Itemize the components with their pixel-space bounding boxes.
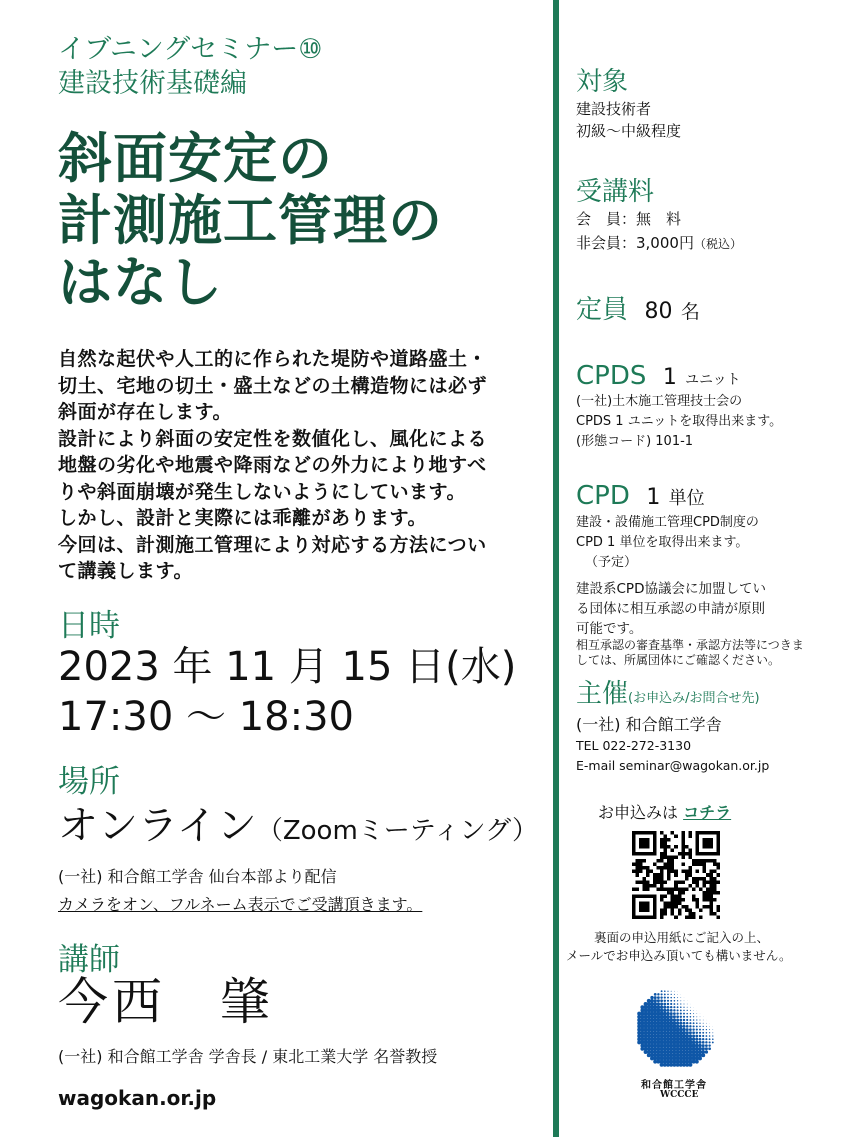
description-line: りや斜面崩壊が発生しないようにしています。 <box>58 480 466 503</box>
target-label: 対象 <box>576 67 629 97</box>
fee-member: 会 員：無 料 <box>576 210 682 228</box>
capacity-label: 定員 <box>576 295 629 325</box>
cpd-label: CPD <box>576 481 630 511</box>
venue-note: (一社) 和合館工学舎 仙台本部より配信 <box>58 867 337 886</box>
cpds-number: 1 <box>662 365 677 390</box>
title-line-1: 斜面安定の <box>58 127 333 190</box>
fee-nonmember-price: 非会員：3,000円 <box>576 234 694 252</box>
title-line-2: 計測施工管理の <box>58 189 443 252</box>
capacity-unit: 名 <box>680 301 700 323</box>
fee-label: 受講料 <box>576 177 655 207</box>
logo-english: WCCCE <box>660 1090 699 1100</box>
organizer-label: 主催 <box>576 679 629 709</box>
cpd-text: CPD 1 単位を取得出来ます。 <box>576 535 749 550</box>
description-line: 地盤の劣化や地震や降雨などの外力により地すべ <box>58 454 487 476</box>
cpd-unit: 単位 <box>668 488 705 509</box>
cpds-text: CPDS 1 ユニットを取得出来ます。 <box>576 414 783 429</box>
cpd-text: 建設・設備施工管理CPD制度の <box>576 515 759 530</box>
venue-detail: （Zoomミーティング） <box>256 816 538 846</box>
capacity <box>576 294 700 328</box>
description-line: 切土、宅地の切土・盛土などの土構造物には必ず <box>58 374 488 397</box>
date-label: 日時 <box>58 608 120 644</box>
target-text: 建設技術者 <box>576 100 652 118</box>
cpds-code: (形態コード) 101-1 <box>576 434 694 449</box>
apply-text: お申込みは <box>598 803 679 822</box>
series-name: イブニングセミナー⑩ <box>58 34 323 65</box>
lecturer-label: 講師 <box>58 942 120 978</box>
cpd-small-note: しては、所属団体にご確認ください。 <box>576 653 781 667</box>
cpds-label: CPDS <box>576 361 647 391</box>
seminar-series <box>58 33 323 101</box>
cpd-text: る団体に相互承認の申請が原則 <box>576 601 765 617</box>
venue <box>58 800 538 857</box>
website-link[interactable]: wagokan.or.jp <box>58 1086 217 1110</box>
column-divider <box>553 0 559 1137</box>
organizer-email[interactable]: E-mail seminar@wagokan.or.jp <box>576 758 770 773</box>
organizer-name: (一社) 和合館工学舎 <box>576 715 722 734</box>
series-category: 建設技術基礎編 <box>58 68 247 99</box>
cpd-text: （予定） <box>585 555 638 570</box>
description-line: しかし、設計と実際には乖離があります。 <box>58 507 427 529</box>
lecturer-title: (一社) 和合館工学舎 学舎長 / 東北工業大学 名誉教授 <box>58 1047 438 1066</box>
venue-note-camera: カメラをオン、フルネーム表示でご受講頂きます。 <box>58 895 423 914</box>
lecturer-name: 今西 肇 <box>58 973 274 1031</box>
mail-apply-note: 裏面の申込用紙にご記入の上、 <box>594 930 770 945</box>
cpds-unit: ユニット <box>685 372 741 388</box>
organization-logo-icon <box>634 986 718 1070</box>
description-line: て講義します。 <box>58 560 193 582</box>
event-time: 17:30 ～ 18:30 <box>58 694 354 740</box>
capacity-number: 80 <box>644 299 673 324</box>
venue-name: オンライン <box>58 803 257 849</box>
cpd-text: 建設系CPD協議会に加盟してい <box>576 581 766 597</box>
organizer-tel: TEL 022-272-3130 <box>576 738 692 753</box>
description-line: 設計により斜面の安定性を数値化し、風化による <box>58 427 488 450</box>
target-level: 初級～中級程度 <box>576 122 682 140</box>
qr-code[interactable] <box>632 831 720 919</box>
description-line: 斜面が存在します。 <box>58 401 232 423</box>
description <box>58 346 487 585</box>
organizer-heading <box>576 678 760 715</box>
apply-link[interactable]: コチラ <box>683 803 732 822</box>
fee-tax-note: （税込） <box>693 237 742 251</box>
cpd-number: 1 <box>646 485 661 510</box>
mail-apply-note: メールでお申込み頂いても構いません。 <box>566 948 792 963</box>
event-date: 2023 年 11 月 15 日(水) <box>58 644 517 690</box>
fee-nonmember <box>576 232 742 255</box>
cpds-text: (一社)土木施工管理技士会の <box>576 394 743 409</box>
cpd-small-note: 相互承認の審査基準・承認方法等につきま <box>576 638 804 652</box>
description-line: 自然な起伏や人工的に作られた堤防や道路盛土・ <box>58 348 488 370</box>
page-title <box>58 128 443 314</box>
cpd-heading <box>576 480 705 515</box>
apply-line <box>598 800 731 823</box>
venue-label: 場所 <box>58 764 120 800</box>
organizer-sub: (お申込み/お問合せ先) <box>628 691 760 706</box>
title-line-3: はなし <box>58 251 223 314</box>
cpd-text: 可能です。 <box>576 621 643 637</box>
logo-name: 和合館工学舎 <box>641 1080 707 1091</box>
description-line: 今回は、計測施工管理により対応する方法につい <box>58 533 487 556</box>
